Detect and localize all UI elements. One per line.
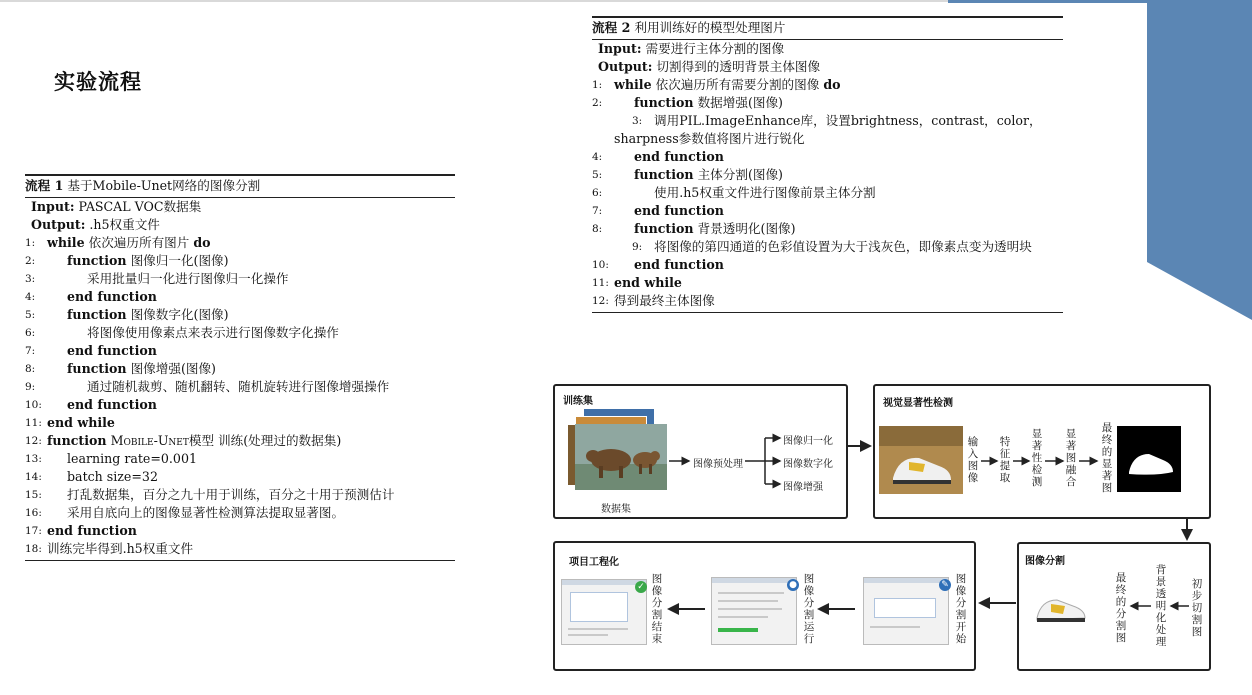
algo2-input-text: 需要进行主体分割的图像: [645, 41, 785, 56]
segmentation-box: [1017, 542, 1211, 671]
line-number: 5:: [25, 309, 36, 321]
saliency-detection-box: [873, 384, 1211, 519]
keyword: function: [634, 95, 694, 110]
line-number: 7:: [592, 205, 603, 217]
algo1-caption-text: 基于Mobile-Unet网络的图像分割: [67, 178, 261, 193]
line-number: 3:: [25, 273, 36, 285]
line-number: 6:: [592, 187, 603, 199]
line-number: 12:: [592, 295, 609, 307]
step-segmentation-finish: 图像分割结束: [651, 573, 663, 645]
algo2-output-label: Output:: [598, 59, 653, 74]
algo2-bottom-rule: [592, 312, 1063, 313]
algo1-input-label: Input:: [31, 199, 75, 214]
keyword: function: [67, 307, 127, 322]
algo-line: [25, 432, 455, 450]
algo2-output-text: 切割得到的透明背景主体图像: [656, 59, 821, 74]
algo-line: [25, 234, 455, 252]
algo-line: [25, 342, 455, 360]
keyword: end while: [614, 275, 682, 290]
algo-line: [25, 396, 455, 414]
line-number: 18:: [25, 543, 42, 555]
step-final-saliency-map: 最终的显著图: [1101, 422, 1113, 494]
keyword: end function: [634, 257, 724, 272]
keyword: end function: [67, 343, 157, 358]
line-number: 6:: [25, 327, 36, 339]
line-number: 17:: [25, 525, 42, 537]
line-text: 数据增强(图像): [693, 95, 783, 110]
segmentation-arrows: [1019, 544, 1209, 669]
keyword: function: [634, 167, 694, 182]
keyword: end function: [67, 397, 157, 412]
line-text: 将图像使用像素点来表示进行图像数字化操作: [87, 325, 339, 340]
branch-augment-label: 图像增强: [783, 482, 823, 493]
keyword: end while: [47, 415, 115, 430]
arrow-saliency-to-segmentation: [1180, 515, 1194, 543]
line-number: 10:: [25, 399, 42, 411]
branch-digitize-label: 图像数字化: [783, 459, 833, 470]
keyword: function: [67, 253, 127, 268]
line-number: 3:: [632, 115, 643, 127]
algo1-bottom-rule: [25, 560, 455, 561]
dataset-label: 数据集: [601, 504, 631, 515]
line-text: 依次遍历所有图片: [84, 235, 194, 250]
line-number: 11:: [25, 417, 42, 429]
keyword: function: [47, 433, 107, 448]
step-input-image: 输入图像: [967, 436, 979, 484]
algo1-output: [25, 216, 455, 234]
step-segmentation-start: 图像分割开始: [955, 573, 967, 645]
training-box-title: 训练集: [563, 396, 593, 407]
algo2-caption: [592, 18, 1063, 38]
algo-line: [25, 306, 455, 324]
arrow-train-to-saliency: [844, 440, 874, 452]
algo-line: [592, 238, 1063, 256]
line-number: 1:: [25, 237, 36, 249]
line-text: 采用批量归一化进行图像归一化操作: [87, 271, 289, 286]
algo2-lines: [592, 76, 1063, 310]
algo-line: [25, 378, 455, 396]
project-arrows: [555, 543, 974, 669]
step-feature-extraction: 特征提取: [999, 436, 1011, 484]
arrow-segmentation-to-project: [974, 597, 1018, 609]
line-number: 4:: [592, 151, 603, 163]
line-number: 2:: [25, 255, 36, 267]
preprocess-label: 图像预处理: [693, 459, 743, 470]
algo-line: [592, 292, 1063, 310]
line-text: 采用自底向上的图像显著性检测算法提取显著图。: [67, 505, 345, 520]
line-number: 5:: [592, 169, 603, 181]
algo-line: [25, 270, 455, 288]
final-saliency-map-image: [1117, 426, 1181, 492]
line-number: 7:: [25, 345, 36, 357]
line-text: 图像增强(图像): [126, 361, 216, 376]
model-name: Mobile-Unet: [110, 433, 189, 448]
algo-line: [25, 450, 455, 468]
line-text: 依次遍历所有需要分割的图像: [651, 77, 824, 92]
algo-line: [25, 504, 455, 522]
algo-line: [592, 202, 1063, 220]
step-initial-cut: 初步切割图: [1191, 578, 1203, 638]
running-icon: ●: [787, 579, 799, 591]
algo-line: [25, 468, 455, 486]
line-number: 9:: [632, 241, 643, 253]
algo-line: [592, 256, 1063, 274]
algo-line: [25, 324, 455, 342]
algo-line: [25, 288, 455, 306]
algorithm-2: [592, 16, 1063, 313]
algo2-caption-label: 流程 2: [592, 20, 631, 35]
line-text: 使用.h5权重文件进行图像前景主体分割: [654, 185, 876, 200]
keyword: function: [634, 221, 694, 236]
line-text: 图像数字化(图像): [126, 307, 229, 322]
check-icon: ✓: [635, 581, 647, 593]
algo1-lines: [25, 234, 455, 558]
algo-line: [592, 94, 1063, 112]
project-engineering-box: [553, 541, 976, 671]
line-number: 15:: [25, 489, 42, 501]
algorithm-1: [25, 174, 455, 561]
algo-line: [25, 360, 455, 378]
line-number: 8:: [25, 363, 36, 375]
line-text: 主体分割(图像): [693, 167, 783, 182]
algo1-output-text: .h5权重文件: [89, 217, 160, 232]
algo-line: [25, 540, 455, 558]
line-number: 16:: [25, 507, 42, 519]
keyword: end function: [67, 289, 157, 304]
line-text: batch size=32: [67, 469, 158, 484]
start-icon: ✎: [939, 579, 951, 591]
step-saliency-detection: 显著性检测: [1031, 428, 1043, 488]
algo-line: [592, 148, 1063, 166]
line-text: 将图像的第四通道的色彩值设置为大于浅灰色，即像素点变为透明块: [654, 239, 1032, 254]
line-text: 图像归一化(图像): [126, 253, 229, 268]
algo-line: [592, 76, 1063, 94]
line-text: 调用PIL.ImageEnhance库，设置brightness，contrast，color，sharpness参数值将图片进行锐化: [614, 113, 1042, 146]
line-number: 2:: [592, 97, 603, 109]
algo1-input-text: PASCAL VOC数据集: [78, 199, 202, 214]
step-final-segmentation: 最终的分割图: [1115, 572, 1127, 644]
slide-title: 实验流程: [54, 70, 142, 94]
step-segmentation-running: 图像分割运行: [803, 573, 815, 645]
algo-line: [25, 486, 455, 504]
algo2-input-label: Input:: [598, 41, 642, 56]
keyword: function: [67, 361, 127, 376]
keyword-do: do: [193, 235, 211, 250]
algo-line: [25, 252, 455, 270]
algo2-output: [592, 58, 1063, 76]
algo1-input: [25, 198, 455, 216]
line-text: 训练完毕得到.h5权重文件: [47, 541, 194, 556]
algo-line: [592, 166, 1063, 184]
step-background-transparent: 背景透明化处理: [1155, 564, 1167, 648]
algo2-caption-text: 利用训练好的模型处理图片: [634, 20, 786, 35]
algo-line: [592, 184, 1063, 202]
line-text: 得到最终主体图像: [614, 293, 715, 308]
saliency-box-title: 视觉显著性检测: [883, 398, 953, 409]
branch-normalize-label: 图像归一化: [783, 436, 833, 447]
project-box-title: 项目工程化: [569, 557, 619, 568]
training-arrows: [555, 386, 846, 517]
keyword: end function: [634, 203, 724, 218]
line-number: 13:: [25, 453, 42, 465]
line-number: 11:: [592, 277, 609, 289]
algo-line: [25, 414, 455, 432]
keyword-do: do: [823, 77, 841, 92]
segmentation-box-title: 图像分割: [1025, 556, 1065, 567]
keyword: while: [47, 235, 85, 250]
algo-line: [25, 522, 455, 540]
line-number: 1:: [592, 79, 603, 91]
algo2-input: [592, 40, 1063, 58]
algo1-output-label: Output:: [31, 217, 86, 232]
algo1-caption: [25, 176, 455, 196]
keyword: end function: [634, 149, 724, 164]
line-text: learning rate=0.001: [67, 451, 197, 466]
keyword: end function: [47, 523, 137, 538]
line-text: 模型 训练(处理过的数据集): [188, 433, 342, 448]
keyword: while: [614, 77, 652, 92]
algo-line: [592, 112, 1063, 148]
line-number: 8:: [592, 223, 603, 235]
line-number: 4:: [25, 291, 36, 303]
line-number: 10:: [592, 259, 609, 271]
algo-line: [592, 274, 1063, 292]
line-text: 打乱数据集，百分之九十用于训练，百分之十用于预测估计: [67, 487, 395, 502]
line-text: 通过随机裁剪、随机翻转、随机旋转进行图像增强操作: [87, 379, 390, 394]
line-text: 背景透明化(图像): [693, 221, 796, 236]
training-set-box: [553, 384, 848, 519]
line-number: 9:: [25, 381, 36, 393]
algo-line: [592, 220, 1063, 238]
step-saliency-fusion: 显著图融合: [1065, 428, 1077, 488]
line-number: 14:: [25, 471, 42, 483]
algo1-caption-label: 流程 1: [25, 178, 64, 193]
line-number: 12:: [25, 435, 42, 447]
